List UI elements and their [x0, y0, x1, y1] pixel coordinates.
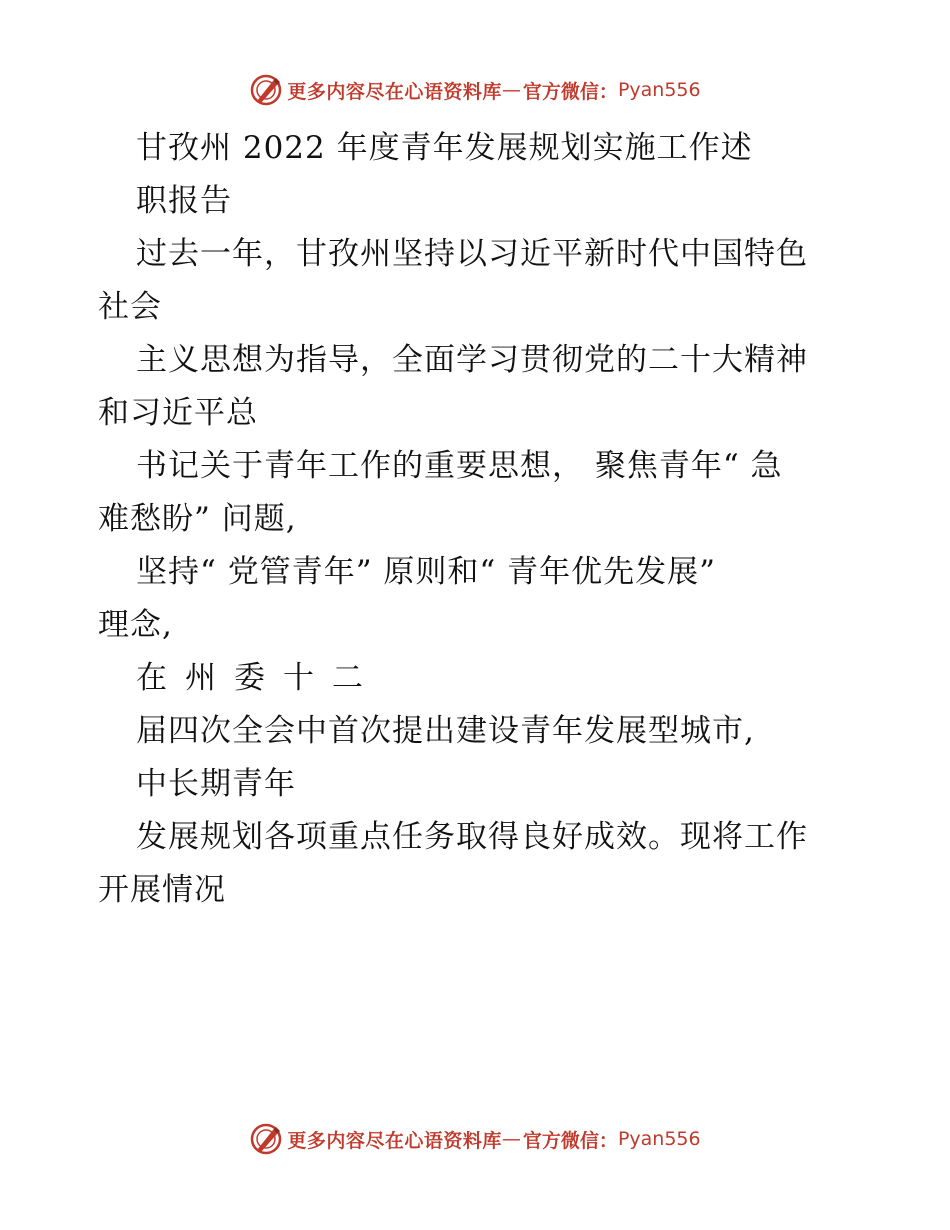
- paragraph-line: 坚持“ 党管青年” 原则和“ 青年优先发展”: [136, 554, 716, 590]
- document-body: [98, 122, 868, 917]
- watermark-banner-bottom: [0, 1119, 950, 1159]
- pen-logo-icon: [249, 73, 283, 107]
- paragraph-line: 主义思想为指导，全面学习贯彻党的二十大精神: [136, 342, 808, 378]
- paragraph-line: 届四次全会中首次提出建设青年发展型城市,: [136, 713, 755, 749]
- watermark-main-text: 更多内容尽在心语资料库: [287, 80, 502, 103]
- pen-logo-icon: [249, 1122, 283, 1156]
- watermark-wechat-id: Pyan556: [617, 79, 701, 101]
- document-title-line-2: 职报告: [136, 183, 232, 219]
- watermark-main-text: 更多内容尽在心语资料库: [287, 1129, 502, 1152]
- paragraph-line: 中长期青年: [136, 766, 296, 802]
- watermark-wechat-id: Pyan556: [617, 1128, 701, 1150]
- paragraph-line: 和习近平总: [98, 395, 258, 431]
- watermark-separator: —: [501, 79, 521, 101]
- watermark-label: 官方微信：: [522, 80, 618, 103]
- paragraph-line: 在州委十二: [136, 660, 381, 696]
- paragraph-line: 难愁盼” 问题,: [98, 501, 297, 537]
- paragraph-line: 社会: [98, 289, 162, 325]
- document-title-line-1: 甘孜州 2022 年度青年发展规划实施工作述: [136, 130, 753, 166]
- paragraph-line: 发展规划各项重点任务取得良好成效。现将工作: [136, 819, 808, 855]
- watermark-banner-top: [0, 70, 950, 110]
- paragraph-line: 开展情况: [98, 872, 226, 908]
- paragraph-line: 过去一年，甘孜州坚持以习近平新时代中国特色: [136, 236, 808, 272]
- watermark-separator: —: [501, 1128, 521, 1150]
- paragraph-line: 书记关于青年工作的重要思想， 聚焦青年“ 急: [136, 448, 783, 484]
- paragraph-line: 理念,: [98, 607, 173, 643]
- watermark-label: 官方微信：: [522, 1129, 618, 1152]
